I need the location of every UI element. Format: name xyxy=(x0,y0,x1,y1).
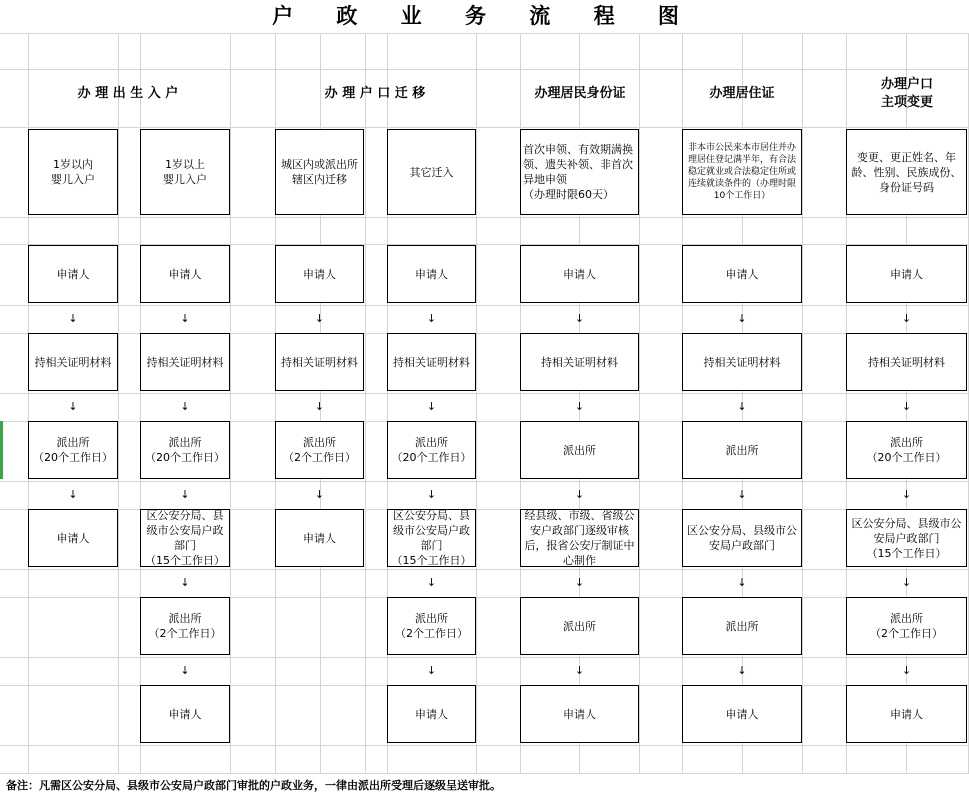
step-box: 申请人 xyxy=(28,245,118,303)
step-box: 派出所 （2个工作日） xyxy=(275,421,364,479)
category-box: 1岁以上 婴儿入户 xyxy=(140,129,230,215)
category-box: 城区内或派出所辖区内迁移 xyxy=(275,129,364,215)
step-box: 申请人 xyxy=(520,685,639,743)
step-box: 申请人 xyxy=(28,509,118,567)
down-arrow-icon: ↓ xyxy=(314,488,325,501)
step-box: 申请人 xyxy=(275,245,364,303)
header-birth: 办 理 出 生 入 户 xyxy=(77,86,179,101)
step-box: 派出所 xyxy=(520,421,639,479)
step-box: 派出所 （20个工作日） xyxy=(387,421,476,479)
down-arrow-icon: ↓ xyxy=(426,312,437,325)
step-box: 派出所 xyxy=(682,421,802,479)
header-residence: 办理居住证 xyxy=(709,86,775,101)
down-arrow-icon: ↓ xyxy=(180,312,190,325)
step-box: 持相关证明材料 xyxy=(682,333,802,391)
down-arrow-icon: ↓ xyxy=(901,312,912,325)
row-selection-indicator xyxy=(0,421,3,479)
down-arrow-icon: ↓ xyxy=(68,488,78,501)
down-arrow-icon: ↓ xyxy=(180,400,190,413)
category-box: 其它迁入 xyxy=(387,129,476,215)
step-box: 区公安分局、县级市公安局户政部门 （15个工作日） xyxy=(846,509,967,567)
down-arrow-icon: ↓ xyxy=(426,664,437,677)
down-arrow-icon: ↓ xyxy=(68,400,78,413)
header-change: 办理户口 主项变更 xyxy=(880,77,933,110)
step-box: 申请人 xyxy=(387,685,476,743)
step-box: 派出所 （20个工作日） xyxy=(846,421,967,479)
down-arrow-icon: ↓ xyxy=(901,576,912,589)
step-box: 申请人 xyxy=(275,509,364,567)
down-arrow-icon: ↓ xyxy=(737,576,747,589)
down-arrow-icon: ↓ xyxy=(737,400,747,413)
down-arrow-icon: ↓ xyxy=(901,400,912,413)
down-arrow-icon: ↓ xyxy=(426,400,437,413)
step-box: 持相关证明材料 xyxy=(520,333,639,391)
step-box: 派出所 xyxy=(682,597,802,655)
step-box: 派出所 （2个工作日） xyxy=(846,597,967,655)
down-arrow-icon: ↓ xyxy=(180,488,190,501)
down-arrow-icon: ↓ xyxy=(901,488,912,501)
category-box: 变更、更正姓名、年龄、性别、民族成份、身份证号码 xyxy=(846,129,967,215)
down-arrow-icon: ↓ xyxy=(737,488,747,501)
step-box: 派出所 （2个工作日） xyxy=(140,597,230,655)
step-box: 派出所 （20个工作日） xyxy=(140,421,230,479)
step-box: 持相关证明材料 xyxy=(846,333,967,391)
step-box: 申请人 xyxy=(846,245,967,303)
step-box: 持相关证明材料 xyxy=(387,333,476,391)
step-box: 持相关证明材料 xyxy=(140,333,230,391)
down-arrow-icon: ↓ xyxy=(574,488,585,501)
footnote: 备注：凡需区公安分局、县级市公安局户政部门审批的户政业务，一律由派出所受理后逐级呈送审批。 xyxy=(6,779,501,792)
step-box: 申请人 xyxy=(520,245,639,303)
down-arrow-icon: ↓ xyxy=(574,576,585,589)
header-idcard: 办理居民身份证 xyxy=(534,86,626,101)
step-box: 派出所 （20个工作日） xyxy=(28,421,118,479)
step-box: 区公安分局、县级市公安局户政部门 （15个工作日） xyxy=(140,509,230,567)
down-arrow-icon: ↓ xyxy=(426,576,437,589)
down-arrow-icon: ↓ xyxy=(180,664,190,677)
category-box: 首次申领、有效期满换领、遗失补领、非首次异地申领 （办理时限60天） xyxy=(520,129,639,215)
step-box: 申请人 xyxy=(846,685,967,743)
down-arrow-icon: ↓ xyxy=(68,312,78,325)
down-arrow-icon: ↓ xyxy=(901,664,912,677)
step-box: 申请人 xyxy=(387,245,476,303)
down-arrow-icon: ↓ xyxy=(314,312,325,325)
down-arrow-icon: ↓ xyxy=(426,488,437,501)
down-arrow-icon: ↓ xyxy=(574,664,585,677)
category-box: 1岁以内 婴儿入户 xyxy=(28,129,118,215)
down-arrow-icon: ↓ xyxy=(180,576,190,589)
down-arrow-icon: ↓ xyxy=(737,312,747,325)
step-box: 申请人 xyxy=(682,685,802,743)
down-arrow-icon: ↓ xyxy=(314,400,325,413)
step-box: 持相关证明材料 xyxy=(275,333,364,391)
header-migration: 办 理 户 口 迁 移 xyxy=(324,86,426,101)
down-arrow-icon: ↓ xyxy=(574,312,585,325)
page-title: 户 政 业 务 流 程 图 xyxy=(272,4,697,28)
step-box: 区公安分局、县级市公安局户政部门 （15个工作日） xyxy=(387,509,476,567)
step-box: 派出所 （2个工作日） xyxy=(387,597,476,655)
down-arrow-icon: ↓ xyxy=(737,664,747,677)
step-box: 申请人 xyxy=(140,685,230,743)
step-box: 区公安分局、县级市公安局户政部门 xyxy=(682,509,802,567)
category-box: 非本市公民来本市居住并办理居住登记满半年，有合法稳定就业或合法稳定住所或连续就读条件的（办理时限10个工作日） xyxy=(682,129,802,215)
step-box: 申请人 xyxy=(140,245,230,303)
down-arrow-icon: ↓ xyxy=(574,400,585,413)
step-box: 持相关证明材料 xyxy=(28,333,118,391)
step-box: 申请人 xyxy=(682,245,802,303)
step-box: 派出所 xyxy=(520,597,639,655)
step-box: 经县级、市级、省级公安户政部门逐级审核后，报省公安厅制证中心制作 xyxy=(520,509,639,567)
